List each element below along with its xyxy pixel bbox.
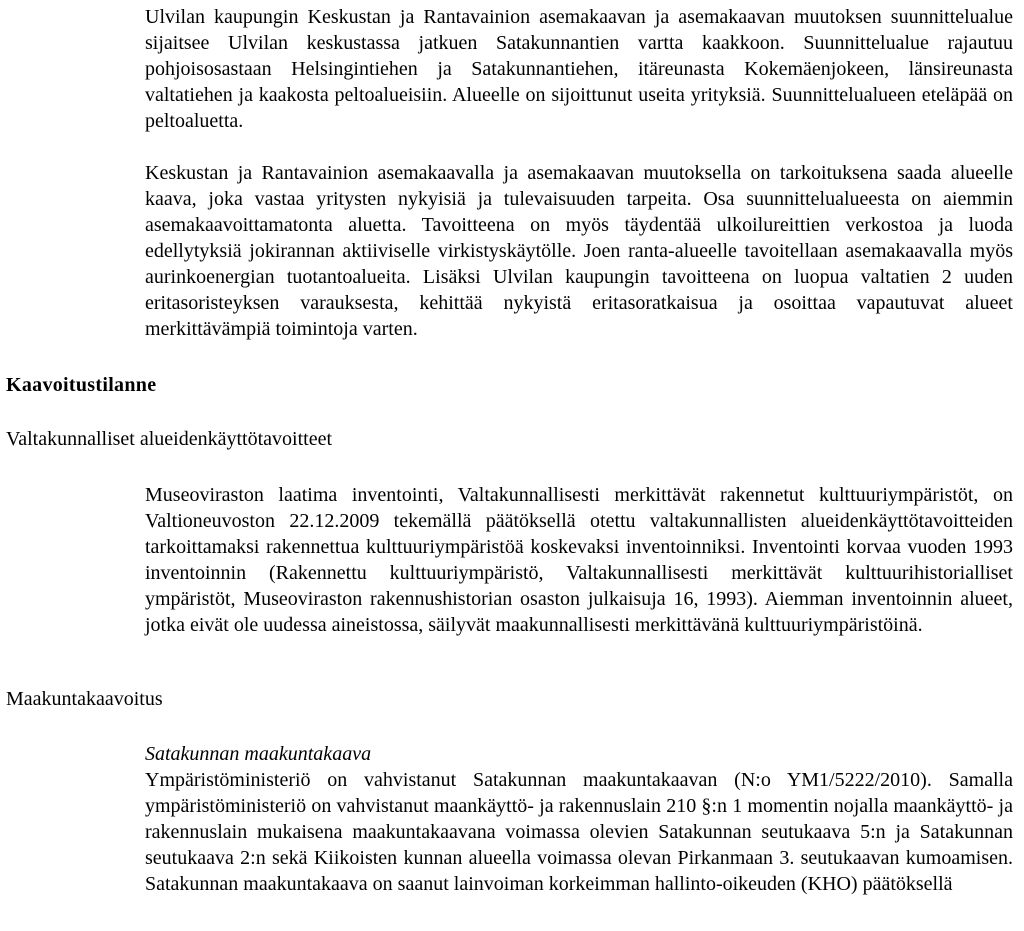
objectives-paragraph: Keskustan ja Rantavainion asemakaavalla ja asemakaavan muutoksella on tarkoituksena saada alueelle kaava, joka vastaa yritysten nykyisiä ja tulevaisuuden tarpeita. Osa suunnittelualueesta on aiemmin asemakaavoittamatonta aluetta. Tavoitteena on myös täydentää ulkoilureittien verkostoa ja luoda edellytyksiä jokirannan aktiiviselle virkistyskäytölle. Joen ranta-alueelle tavoitellaan asemakaavalla myös aurinkoenergian tuotantoalueita. Lisäksi Ulvilan kaupungin tavoitteena on luopua valtatien 2 uuden eritasoristeyksen varauksesta, kehittää nykyistä eritasoratkaisua ja osoittaa vapautuvat alueet merkittävämpiä toimintoja varten. [145, 162, 1013, 340]
subheading-satakunnan-maakuntakaava: Satakunnan maakuntakaava [145, 743, 372, 765]
intro-paragraph: Ulvilan kaupungin Keskustan ja Rantavainion asemakaavan ja asemakaavan muutoksen suunnittelualue sijaitsee Ulvilan keskustassa jatkuen Satakunnantien vartta kaakkoon. Suunnittelualue rajautuu pohjoisosastaan Helsingintiehen ja Satakunnantiehen, itäreunasta Kokemäenjokeen, länsireunasta valtatiehen ja kaakosta peltoalueisiin. Alueelle on sijoittunut useita yrityksiä. Suunnittelualueen eteläpää on peltoaluetta. [145, 6, 1013, 132]
inventory-paragraph: Museoviraston laatima inventointi, Valtakunnallisesti merkittävät rakennetut kulttuuriympäristöt, on Valtioneuvoston 22.12.2009 tekemällä päätöksellä otettu valtakunnallisten alueidenkäyttötavoitteiden tarkoittamaksi rakennettua kulttuuriympäristöä koskevaksi inventoinniksi. Inventointi korvaa vuoden 1993 inventoinnin (Rakennettu kulttuuriympäristö, Valtakunnallisesti merkittävät kulttuurihistorialliset ympäristöt, Museoviraston rakennushistorian osaston julkaisuja 16, 1993). Aiemman inventoinnin alueet, jotka eivät ole uudessa aineistossa, säilyvät maakunnallisesti merkittävänä kulttuuriympäristöinä. [145, 484, 1013, 636]
subsection-heading-maakuntakaavoitus: Maakuntakaavoitus [6, 688, 163, 710]
section-heading-kaavoitustilanne: Kaavoitustilanne [6, 374, 157, 396]
subsection-heading-valtakunnalliset: Valtakunnalliset alueidenkäyttötavoitteet [6, 428, 333, 450]
regional-plan-paragraph: Ympäristöministeriö on vahvistanut Satakunnan maakuntakaavan (N:o YM1/5222/2010). Samalla ympäristöministeriö on vahvistanut maankäyttö- ja rakennuslain 210 §:n 1 momentin nojalla maankäyttö- ja rakennuslain mukaisena maakuntakaavana voimassa olevien Satakunnan seutukaava 5:n ja Satakunnan seutukaava 2:n sekä Kiikoisten kunnan alueella voimassa olevan Pirkanmaan 3. seutukaavan kumoamisen. Satakunnan maakuntakaava on saanut lainvoiman korkeimman hallinto-oikeuden (KHO) päätöksellä [145, 769, 1013, 895]
